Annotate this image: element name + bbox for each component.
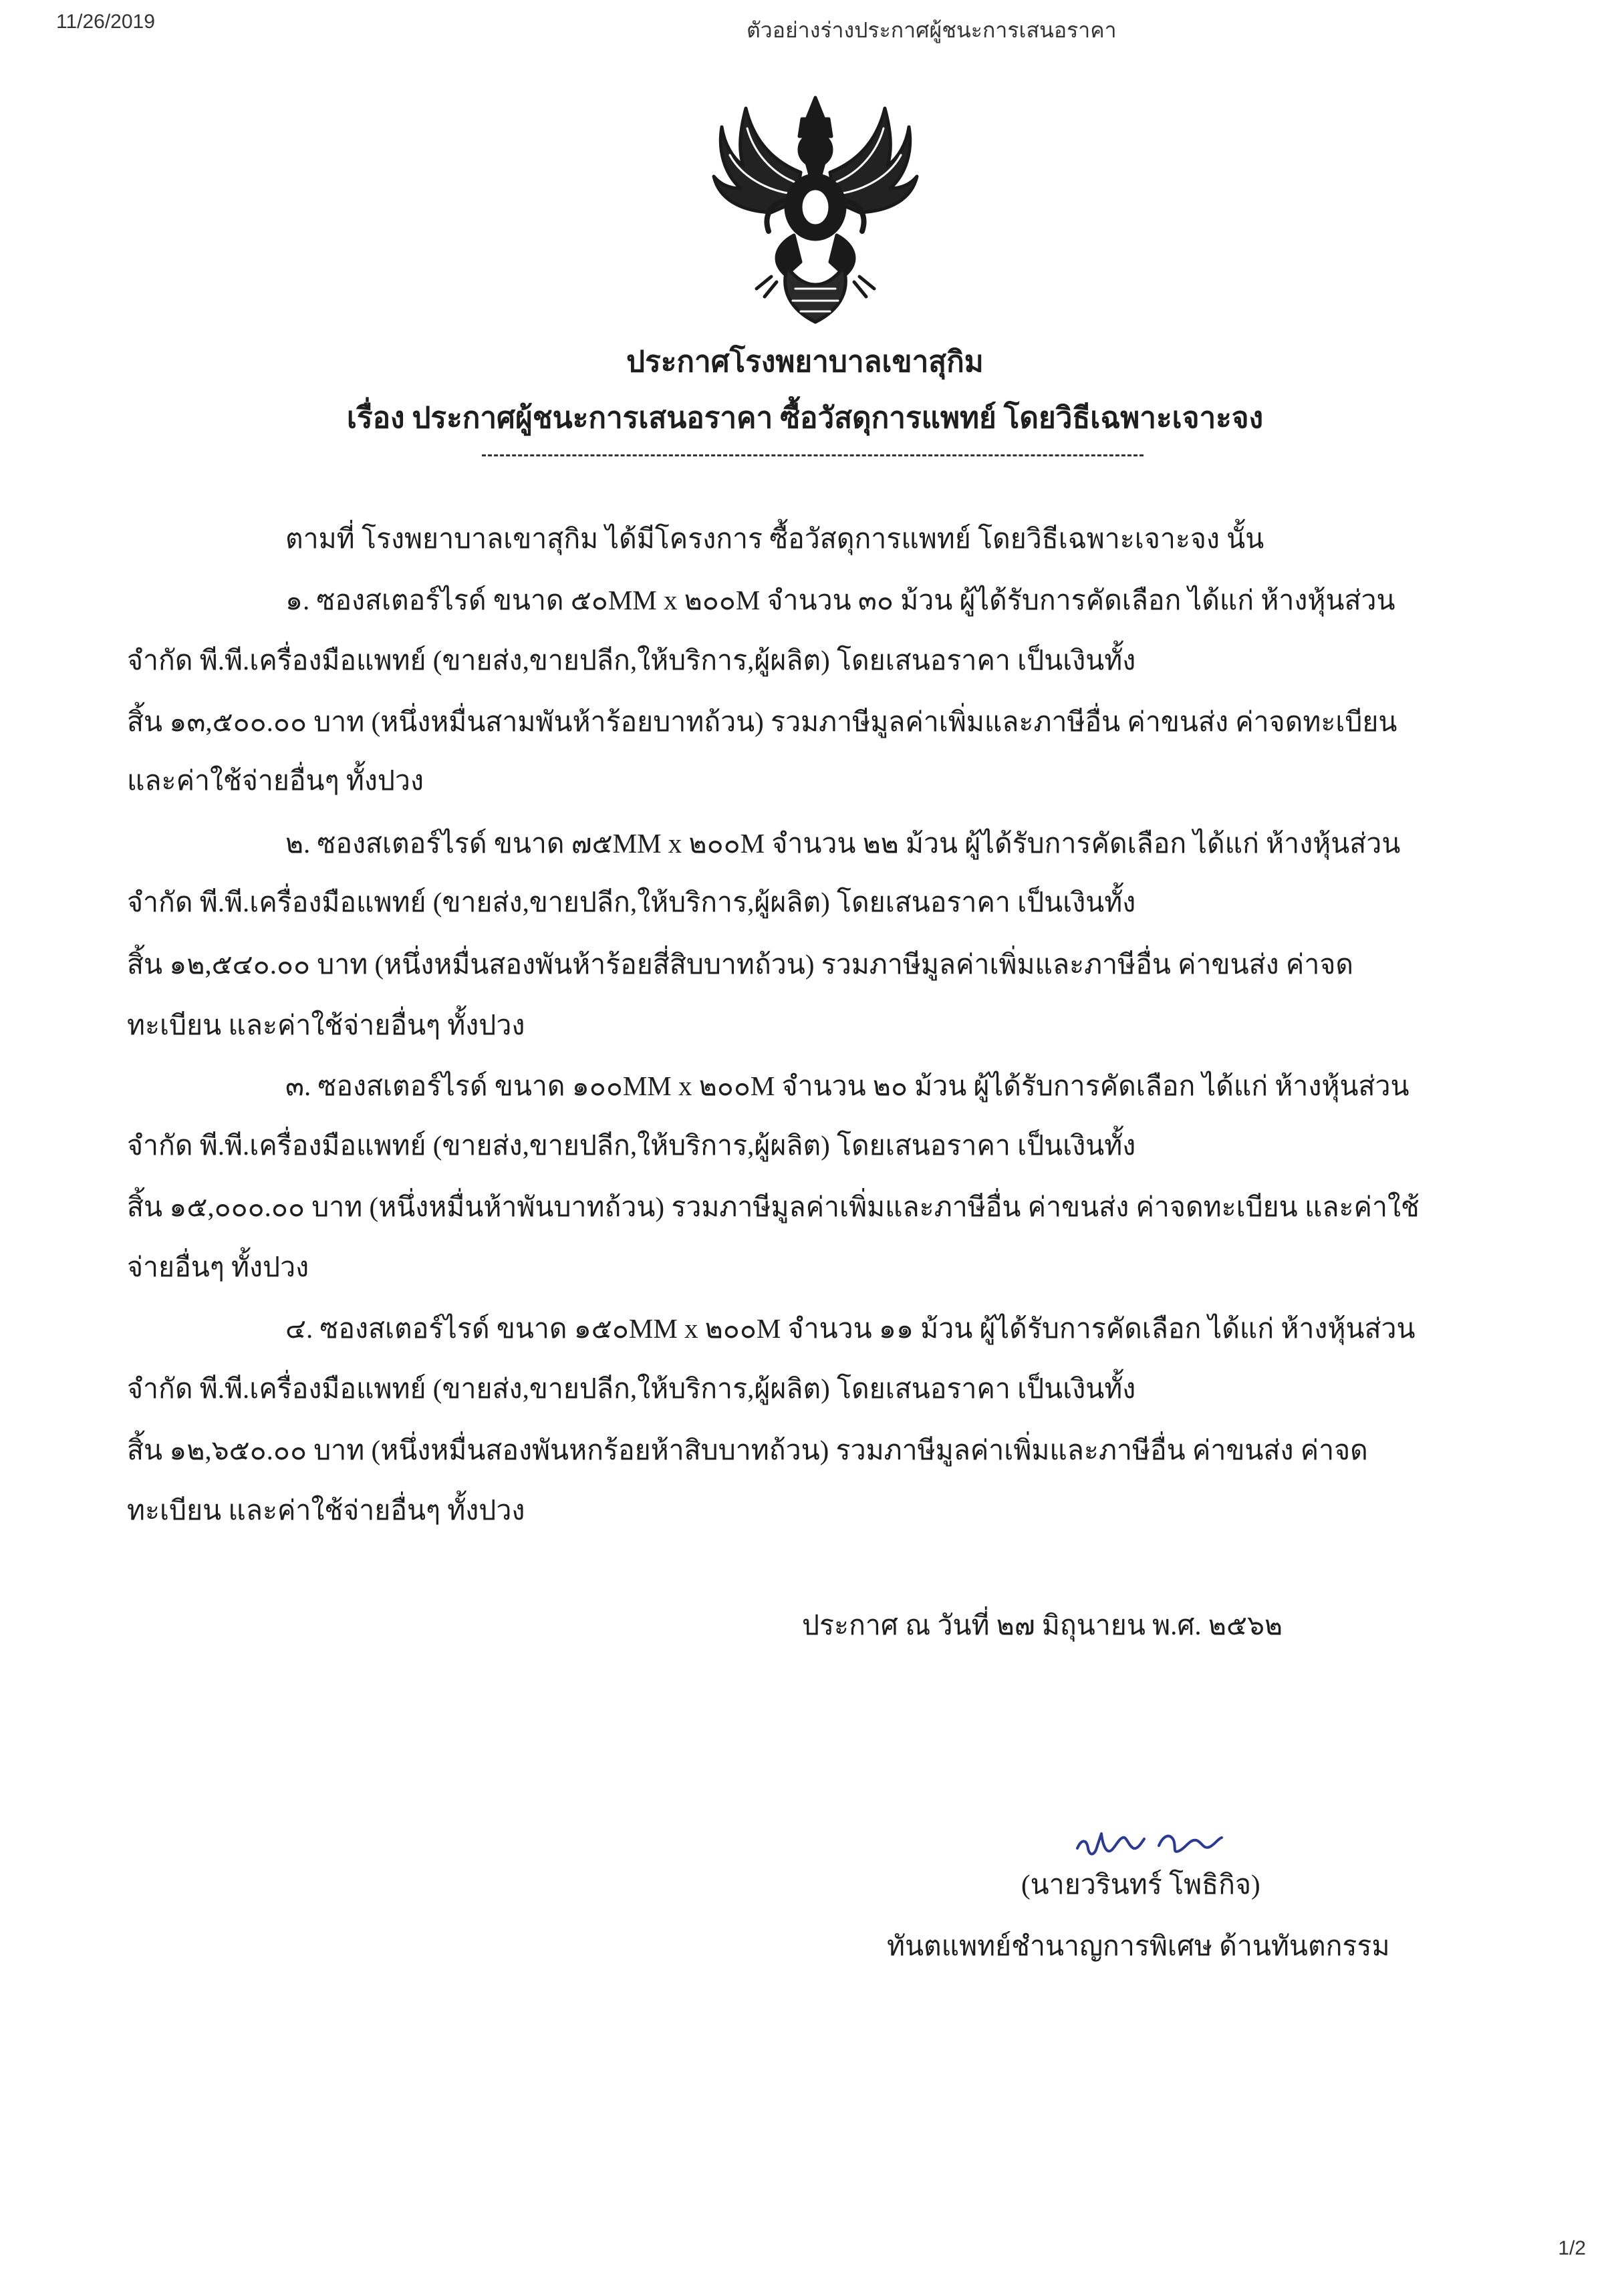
print-date: 11/26/2019 bbox=[56, 11, 155, 33]
item-2-line-3: สิ้น ๑๒,๕๔๐.๐๐ บาท (หนึ่งหมื่นสองพันห้าร้อยสี่สิบบาทถ้วน) รวมภาษีมูลค่าเพิ่มและภาษีอื่น ค่าขนส่ง ค่าจด bbox=[127, 949, 1353, 980]
item-4-line-4: ทะเบียน และค่าใช้จ่ายอื่นๆ ทั้งปวง bbox=[127, 1495, 525, 1526]
item-3-line-4: จ่ายอื่นๆ ทั้งปวง bbox=[127, 1252, 309, 1282]
item-2-line-4: ทะเบียน และค่าใช้จ่ายอื่นๆ ทั้งปวง bbox=[127, 1010, 525, 1040]
item-1-line-3: สิ้น ๑๓,๕๐๐.๐๐ บาท (หนึ่งหมื่นสามพันห้าร้อยบาทถ้วน) รวมภาษีมูลค่าเพิ่มและภาษีอื่น ค่าขนส่ง ค่าจดทะเบียน bbox=[127, 706, 1397, 737]
item-3-line-1: ๓. ซองสเตอร์ไรด์ ขนาด ๑๐๐MM x ๒๐๐M จำนวน ๒๐ ม้วน ผู้ได้รับการคัดเลือก ได้แก่ ห้างหุ้นส่วน bbox=[285, 1070, 1410, 1101]
announcement-date: ประกาศ ณ วันที่ ๒๗ มิถุนายน พ.ศ. ๒๕๖๒ bbox=[802, 1610, 1283, 1640]
announcement-heading: ประกาศโรงพยาบาลเขาสุกิม bbox=[626, 345, 984, 378]
item-4-line-2: จำกัด พี.พี.เครื่องมือแพทย์ (ขายส่ง,ขายปลีก,ให้บริการ,ผู้ผลิต) โดยเสนอราคา เป็นเงินทั้ง bbox=[127, 1373, 1136, 1404]
item-1-line-1: ๑. ซองสเตอร์ไรด์ ขนาด ๕๐MM x ๒๐๐M จำนวน ๓๐ ม้วน ผู้ได้รับการคัดเลือก ได้แก่ ห้างหุ้นส่วน bbox=[285, 585, 1395, 615]
item-4-line-1: ๔. ซองสเตอร์ไรด์ ขนาด ๑๕๐MM x ๒๐๐M จำนวน ๑๑ ม้วน ผู้ได้รับการคัดเลือก ได้แก่ ห้างหุ้นส่วน bbox=[285, 1313, 1416, 1344]
signatory-name: (นายวรินทร์ โพธิกิจ) bbox=[1021, 1869, 1260, 1900]
item-4-line-3: สิ้น ๑๒,๖๕๐.๐๐ บาท (หนึ่งหมื่นสองพันหกร้อยห้าสิบบาทถ้วน) รวมภาษีมูลค่าเพิ่มและภาษีอื่น ค่าขนส่ง ค่าจด bbox=[127, 1435, 1368, 1465]
print-doc-title: ตัวอย่างร่างประกาศผู้ชนะการเสนอราคา bbox=[747, 18, 1117, 42]
garuda-emblem-icon bbox=[707, 88, 924, 331]
item-2-line-2: จำกัด พี.พี.เครื่องมือแพทย์ (ขายส่ง,ขายปลีก,ให้บริการ,ผู้ผลิต) โดยเสนอราคา เป็นเงินทั้ง bbox=[127, 887, 1136, 917]
item-3-line-2: จำกัด พี.พี.เครื่องมือแพทย์ (ขายส่ง,ขายปลีก,ให้บริการ,ผู้ผลิต) โดยเสนอราคา เป็นเงินทั้ง bbox=[127, 1130, 1136, 1161]
intro-paragraph: ตามที่ โรงพยาบาลเขาสุกิม ได้มีโครงการ ซื้อวัสดุการแพทย์ โดยวิธีเฉพาะเจาะจง นั้น bbox=[285, 523, 1264, 554]
title-divider bbox=[482, 454, 1144, 456]
item-1-line-4: และค่าใช้จ่ายอื่นๆ ทั้งปวง bbox=[127, 765, 424, 796]
handwritten-signature bbox=[1072, 1819, 1226, 1870]
item-3-line-3: สิ้น ๑๕,๐๐๐.๐๐ บาท (หนึ่งหมื่นห้าพันบาทถ้วน) รวมภาษีมูลค่าเพิ่มและภาษีอื่น ค่าขนส่ง ค่าจดทะเบียน และค่าใช้ bbox=[127, 1191, 1420, 1222]
signatory-position: ทันตแพทย์ชำนาญการพิเศษ ด้านทันตกรรม bbox=[887, 1930, 1390, 1961]
item-2-line-1: ๒. ซองสเตอร์ไรด์ ขนาด ๗๕MM x ๒๐๐M จำนวน ๒๒ ม้วน ผู้ได้รับการคัดเลือก ได้แก่ ห้างหุ้นส่วน bbox=[285, 828, 1401, 859]
item-1-line-2: จำกัด พี.พี.เครื่องมือแพทย์ (ขายส่ง,ขายปลีก,ให้บริการ,ผู้ผลิต) โดยเสนอราคา เป็นเงินทั้ง bbox=[127, 645, 1136, 676]
announcement-subject: เรื่อง ประกาศผู้ชนะการเสนอราคา ซื้อวัสดุการแพทย์ โดยวิธีเฉพาะเจาะจง bbox=[346, 402, 1264, 434]
page-number: 1/2 bbox=[1558, 2237, 1586, 2259]
